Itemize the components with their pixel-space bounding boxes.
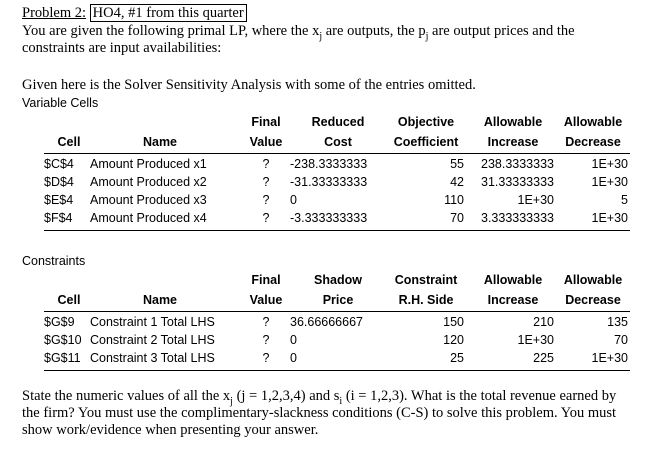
problem-title: Problem 2: xyxy=(22,5,87,21)
table-cell-cell: $G$11 xyxy=(44,351,81,365)
table-cell-reduced: -238.3333333 xyxy=(290,157,368,171)
variable-cells-heading: Variable Cells xyxy=(22,96,99,110)
table-cell-inc: 210 xyxy=(533,315,554,329)
column-header: Increase xyxy=(487,293,539,307)
column-header: Decrease xyxy=(565,293,621,307)
table-cell-shadow: 0 xyxy=(290,333,297,347)
column-header: Cell xyxy=(57,293,81,307)
constraints-heading: Constraints xyxy=(22,254,86,268)
table-cell-reduced: -3.333333333 xyxy=(290,211,368,225)
column-header: Allowable xyxy=(483,273,543,287)
table-cell-name: Amount Produced x3 xyxy=(90,193,207,207)
problem-title-line xyxy=(22,5,247,22)
column-header: Allowable xyxy=(483,115,543,129)
table-cell-cell: $D$4 xyxy=(44,175,74,189)
table-cell-final: ? xyxy=(262,315,270,329)
column-header: Increase xyxy=(487,135,539,149)
column-header: Coefficient xyxy=(393,135,459,149)
table-cell-rhs: 25 xyxy=(450,351,464,365)
table-cell-cell: $G$10 xyxy=(44,333,82,347)
table-cell-name: Constraint 2 Total LHS xyxy=(90,333,215,347)
table-cell-dec: 1E+30 xyxy=(591,211,628,225)
question-line-3: show work/evidence when presenting your answer. xyxy=(22,422,319,438)
problem-reference: HO4, #1 from this quarter xyxy=(90,4,247,22)
table-cell-rhs: 150 xyxy=(443,315,464,329)
table-rule xyxy=(44,230,630,231)
column-header: Final xyxy=(251,273,281,287)
table-cell-obj: 70 xyxy=(450,211,464,225)
table-cell-name: Amount Produced x4 xyxy=(90,211,207,225)
column-header: Cell xyxy=(57,135,81,149)
table-cell-dec: 70 xyxy=(614,333,628,347)
column-header: Cost xyxy=(324,135,352,149)
table-cell-obj: 110 xyxy=(444,193,464,207)
column-header: Allowable xyxy=(563,273,623,287)
table-cell-shadow: 36.66666667 xyxy=(290,315,363,329)
table-cell-cell: $G$9 xyxy=(44,315,75,329)
table-cell-cell: $C$4 xyxy=(44,157,74,171)
table-cell-reduced: -31.33333333 xyxy=(290,175,368,189)
column-header: Value xyxy=(249,293,283,307)
table-cell-inc: 1E+30 xyxy=(517,193,554,207)
column-header: Allowable xyxy=(563,115,623,129)
table-cell-name: Amount Produced x1 xyxy=(90,157,207,171)
table-cell-dec: 1E+30 xyxy=(591,175,628,189)
table-cell-obj: 42 xyxy=(450,175,464,189)
question-line-2: the firm? You must use the complimentary-slackness conditions (C-S) to solve this problem. You must xyxy=(22,405,617,421)
column-header: Name xyxy=(142,293,178,307)
table-cell-inc: 225 xyxy=(533,351,554,365)
table-cell-inc: 1E+30 xyxy=(517,333,554,347)
table-cell-inc: 238.3333333 xyxy=(481,157,554,171)
column-header: Decrease xyxy=(565,135,621,149)
table-cell-dec: 135 xyxy=(607,315,628,329)
table-cell-name: Amount Produced x2 xyxy=(90,175,207,189)
table-cell-dec: 5 xyxy=(621,193,628,207)
column-header: Price xyxy=(322,293,354,307)
table-rule xyxy=(44,311,630,312)
column-header: Reduced xyxy=(311,115,365,129)
table-cell-obj: 55 xyxy=(450,157,464,171)
table-cell-dec: 1E+30 xyxy=(591,157,628,171)
column-header: R.H. Side xyxy=(398,293,454,307)
column-header: Name xyxy=(142,135,178,149)
table-cell-final: ? xyxy=(262,175,270,189)
table-cell-name: Constraint 3 Total LHS xyxy=(90,351,215,365)
intro-line-1: You are given the following primal LP, where the $x_j$ are outputs, the $p_j$ are output prices and the xyxy=(22,23,575,42)
table-rule xyxy=(44,153,630,154)
table-cell-inc: 31.33333333 xyxy=(481,175,554,189)
column-header: Value xyxy=(249,135,283,149)
table-cell-reduced: 0 xyxy=(290,193,297,207)
table-cell-final: ? xyxy=(262,193,270,207)
given-line: Given here is the Solver Sensitivity Analysis with some of the entries omitted. xyxy=(22,77,476,93)
table-cell-name: Constraint 1 Total LHS xyxy=(90,315,215,329)
table-cell-final: ? xyxy=(262,351,270,365)
table-cell-final: ? xyxy=(262,211,270,225)
table-rule xyxy=(44,370,630,371)
table-cell-shadow: 0 xyxy=(290,351,297,365)
column-header: Objective xyxy=(397,115,455,129)
column-header: Final xyxy=(251,115,281,129)
table-cell-rhs: 120 xyxy=(443,333,464,347)
intro-line-2: constraints are input availabilities: xyxy=(22,40,222,56)
table-cell-final: ? xyxy=(262,333,270,347)
column-header: Shadow xyxy=(314,273,362,287)
table-cell-cell: $E$4 xyxy=(44,193,74,207)
table-cell-inc: 3.333333333 xyxy=(481,211,554,225)
column-header: Constraint xyxy=(394,273,458,287)
table-cell-cell: $F$4 xyxy=(44,211,73,225)
table-cell-dec: 1E+30 xyxy=(591,351,628,365)
table-cell-final: ? xyxy=(262,157,270,171)
question-line-1: State the numeric values of all the $x_j$ (j = 1,2,3,4) and $s_i$ (i = 1,2,3). What is the total revenue earned by xyxy=(22,388,617,407)
